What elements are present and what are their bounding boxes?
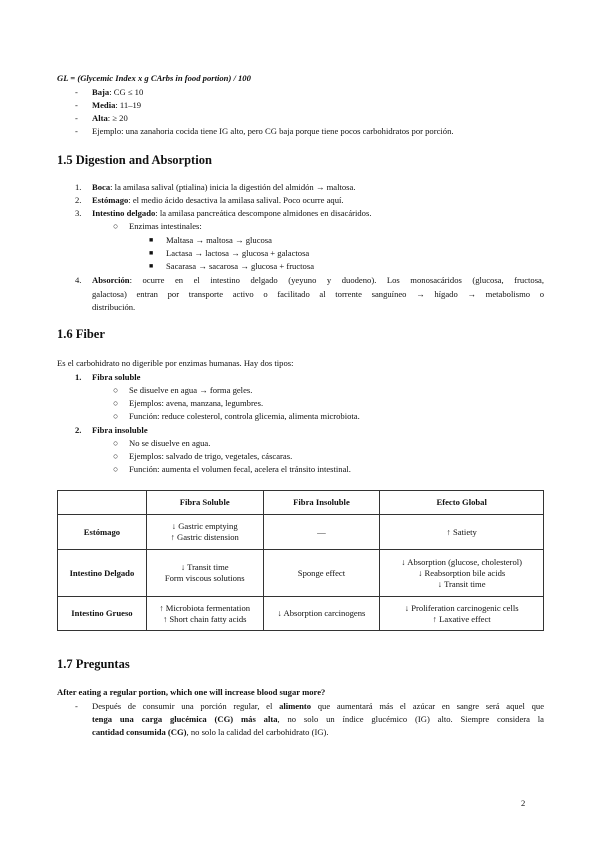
fiber-type-1-title: Fibra soluble <box>92 372 141 382</box>
table-cell: ↑ Satiety <box>380 515 544 550</box>
answer-line-3: cantidad consumida (CG), no solo la calidad del carbohidrato (IG). <box>92 727 329 737</box>
fiber-type-2-num: 2. <box>75 425 82 435</box>
fiber-insoluble-item-3: Función: aumenta el volumen fecal, acelera el tránsito intestinal. <box>129 464 351 474</box>
fiber-insoluble-item-2: Ejemplos: salvado de trigo, vegetales, cáscaras. <box>129 451 293 461</box>
absorption-line-2: galactosa) entran por transporte activo o facilitado al torrente sanguíneo → hígado → metabolismo o <box>92 289 544 299</box>
enzyme-item-2: Lactasa → lactosa → glucosa + galactosa <box>166 248 310 258</box>
gl-item-3-text: Alta: ≥ 20 <box>92 113 128 123</box>
table-cell: ↓ Absorption (glucose, cholesterol) ↓ Reabsorption bile acids ↓ Transit time <box>380 550 544 597</box>
table-cell: ↓ Gastric emptying ↑ Gastric distension <box>146 515 263 550</box>
gl-item-1: - <box>75 87 78 97</box>
fiber-soluble-item-1: Se disuelve en agua → forma geles. <box>129 385 253 395</box>
square-bullet-icon: ■ <box>149 236 154 244</box>
table-header-cell: Fibra Insoluble <box>263 491 380 515</box>
digestion-item-4-num: 4. <box>75 275 82 285</box>
digestion-item-2-num: 2. <box>75 195 82 205</box>
section-heading-digestion: 1.5 Digestion and Absorption <box>57 153 212 167</box>
fiber-intro: Es el carbohidrato no digerible por enzimas humanas. Hay dos tipos: <box>57 358 294 368</box>
digestion-item-3: Intestino delgado: la amilasa pancreática descompone almidones en disacáridos. <box>92 208 372 218</box>
table-cell: ↓ Transit time Form viscous solutions <box>146 550 263 597</box>
gl-item-2: - <box>75 100 78 110</box>
row-label: Intestino Delgado <box>58 550 147 597</box>
circle-bullet-icon: ○ <box>113 221 119 231</box>
digestion-item-2: Estómago: el medio ácido desactiva la amilasa salival. Poco ocurre aquí. <box>92 195 344 205</box>
gl-item-2-text: Media: 11–19 <box>92 100 142 110</box>
row-label: Intestino Grueso <box>58 597 147 631</box>
circle-bullet-icon: ○ <box>113 398 119 408</box>
fiber-soluble-item-2: Ejemplos: avena, manzana, legumbres. <box>129 398 264 408</box>
table-row <box>58 550 544 597</box>
gl-formula: GL = (Glycemic Index x g CArbs in food portion) / 100 <box>57 73 251 83</box>
gl-item-3: - <box>75 113 78 123</box>
page-number: 2 <box>521 798 526 808</box>
gl-item-4-text: Ejemplo: una zanahoria cocida tiene IG alto, pero CG baja porque tiene pocos carbohidratos por porción. <box>92 126 454 136</box>
table-header-cell <box>58 491 147 515</box>
table-header-cell: Efecto Global <box>380 491 544 515</box>
fiber-soluble-item-3: Función: reduce colesterol, controla glicemia, alimenta microbiota. <box>129 411 360 421</box>
digestion-item-1-num: 1. <box>75 182 82 192</box>
enzyme-item-1: Maltasa → maltosa → glucosa <box>166 235 272 245</box>
enzymes-label: Enzimas intestinales: <box>129 221 202 231</box>
circle-bullet-icon: ○ <box>113 411 119 421</box>
enzyme-item-3: Sacarasa → sacarosa → glucosa + fructosa <box>166 261 315 271</box>
circle-bullet-icon: ○ <box>113 385 119 395</box>
circle-bullet-icon: ○ <box>113 451 119 461</box>
digestion-item-3-num: 3. <box>75 208 82 218</box>
answer-line-1: Después de consumir una porción regular, el alimento que aumentará más el azúcar en sangre será aquel que <box>92 701 545 711</box>
gl-item-1-text: Baja: CG ≤ 10 <box>92 87 144 97</box>
section-heading-preguntas: 1.7 Preguntas <box>57 657 130 671</box>
table-cell: Sponge effect <box>263 550 380 597</box>
table-cell: ↓ Absorption carcinogens <box>263 597 380 631</box>
table-cell: — <box>263 515 380 550</box>
table-cell: ↑ Microbiota fermentation ↑ Short chain fatty acids <box>146 597 263 631</box>
absorption-line-1: Absorción: ocurre en el intestino delgado (yeyuno y duodeno). Los monosacáridos (glucosa, fructosa, <box>92 275 544 285</box>
table-header-cell: Fibra Soluble <box>146 491 263 515</box>
square-bullet-icon: ■ <box>149 262 154 270</box>
question-text: After eating a regular portion, which one will increase blood sugar more? <box>57 687 326 697</box>
answer-dash: - <box>75 701 78 711</box>
circle-bullet-icon: ○ <box>113 464 119 474</box>
fiber-type-2-title: Fibra insoluble <box>92 425 148 435</box>
square-bullet-icon: ■ <box>149 249 154 257</box>
table-cell: ↓ Proliferation carcinogenic cells ↑ Laxative effect <box>380 597 544 631</box>
fiber-type-1-num: 1. <box>75 372 82 382</box>
answer-line-2: tenga una carga glucémica (CG) más alta, no solo un índice glucémico (IG) alto. Siempre considera la <box>92 714 544 724</box>
section-heading-fiber: 1.6 Fiber <box>57 327 105 341</box>
gl-item-4: - <box>75 126 78 136</box>
circle-bullet-icon: ○ <box>113 438 119 448</box>
table-row <box>58 597 544 631</box>
fiber-effects-table <box>57 490 544 631</box>
table-header-row <box>58 491 544 515</box>
table-row <box>58 515 544 550</box>
fiber-insoluble-item-1: No se disuelve en agua. <box>129 438 211 448</box>
absorption-line-3: distribución. <box>92 302 136 312</box>
digestion-item-1: Boca: la amilasa salival (ptialina) inicia la digestión del almidón → maltosa. <box>92 182 356 192</box>
row-label: Estómago <box>58 515 147 550</box>
